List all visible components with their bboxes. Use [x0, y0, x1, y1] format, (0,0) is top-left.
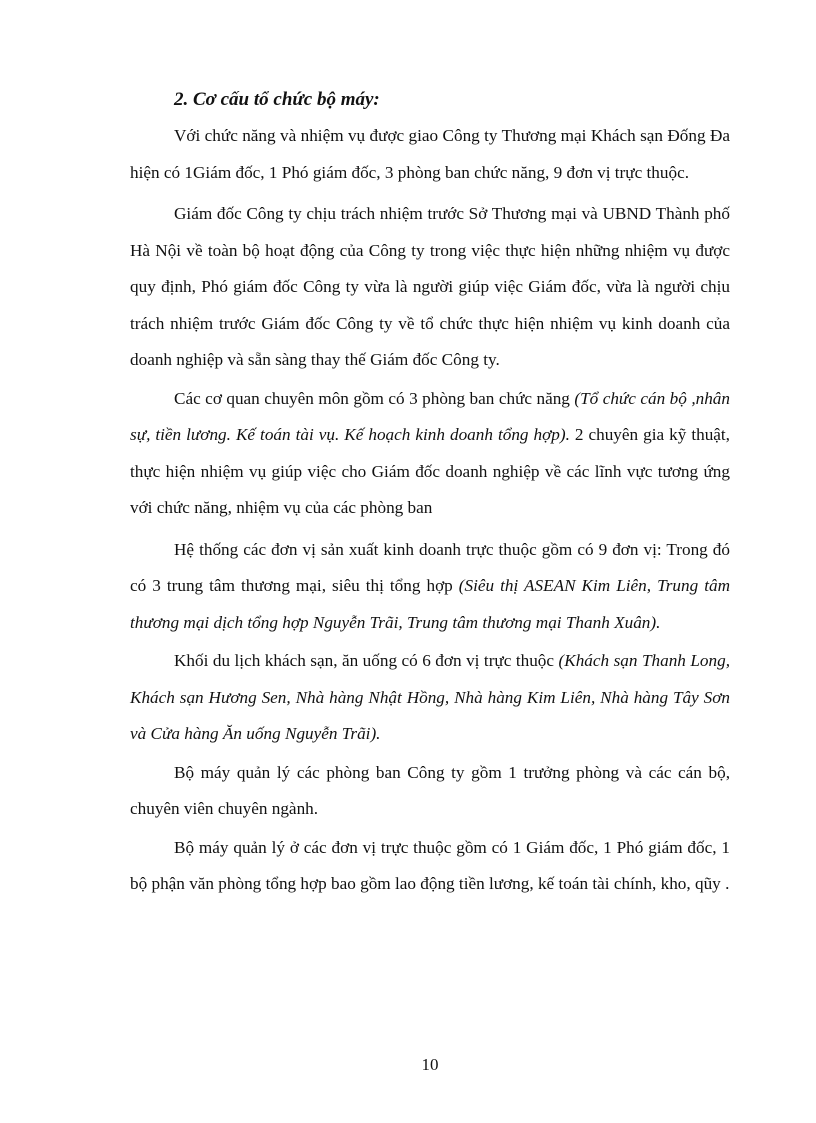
- paragraph-5-italic: (Khách sạn Thanh Long, Khách sạn Hương Sen, Nhà hàng Nhật Hồng, Nhà hàng Kim Liên, Nhà hàng Tây Sơn và Cửa hàng Ăn uống Nguyễn Trãi).: [130, 651, 730, 743]
- paragraph-3: [130, 381, 730, 527]
- paragraph-7: Bộ máy quản lý ở các đơn vị trực thuộc gồm có 1 Giám đốc, 1 Phó giám đốc, 1 bộ phận văn phòng tổng hợp bao gồm lao động tiền lương, kế toán tài chính, kho, qũy .: [130, 837, 730, 893]
- paragraph-3-italic: (Tổ chức cán bộ ,nhân sự, tiền lương. Kế toán tài vụ. Kế hoạch kinh doanh tổng hợp).: [130, 388, 730, 444]
- paragraph-6: Bộ máy quản lý các phòng ban Công ty gồm 1 trưởng phòng và các cán bộ, chuyên viên chuyên ngành.: [130, 762, 730, 818]
- paragraph-3-text: Các cơ quan chuyên môn gồm có 3 phòng ban chức năng: [174, 388, 575, 408]
- paragraph-5: [130, 643, 730, 753]
- paragraph-2: Giám đốc Công ty chịu trách nhiệm trước Sở Thương mại và UBND Thành phố Hà Nội về toàn bộ hoạt động của Công ty trong việc thực hiện những nhiệm vụ được quy định, Phó giám đốc Công ty vừa là người giúp việc Giám đốc, vừa là người chịu trách nhiệm trước Giám đốc Công ty về tổ chức thực hiện nhiệm vụ kinh doanh của doanh nghiệp và sẵn sàng thay thế Giám đốc Công ty.: [130, 204, 730, 369]
- page-number: 10: [421, 1055, 439, 1074]
- section-heading: 2. Cơ cấu tổ chức bộ máy:: [174, 89, 380, 110]
- paragraph-1: Với chức năng và nhiệm vụ được giao Công ty Thương mại Khách sạn Đống Đa hiện có 1Giám đốc, 1 Phó giám đốc, 3 phòng ban chức năng, 9 đơn vị trực thuộc.: [130, 126, 730, 182]
- paragraph-4-text: Hệ thống các đơn vị sản xuất kinh doanh trực thuộc gồm có 9 đơn vị: Trong đó có 3 trung tâm thương mại, siêu thị tổng hợp: [130, 539, 730, 595]
- paragraph-4-italic: (Siêu thị ASEAN Kim Liên, Trung tâm thương mại dịch tổng hợp Nguyễn Trãi, Trung tâm thương mại Thanh Xuân).: [130, 576, 730, 632]
- document-page: [130, 82, 730, 903]
- paragraph-3-text-end: 2 chuyên gia kỹ thuật, thực hiện nhiệm vụ giúp việc cho Giám đốc doanh nghiệp về các lĩnh vực tương ứng với chức năng, nhiệm vụ của các phòng ban: [130, 425, 730, 517]
- paragraph-4: [130, 532, 730, 642]
- paragraph-5-text: Khối du lịch khách sạn, ăn uống có 6 đơn vị trực thuộc: [174, 651, 559, 670]
